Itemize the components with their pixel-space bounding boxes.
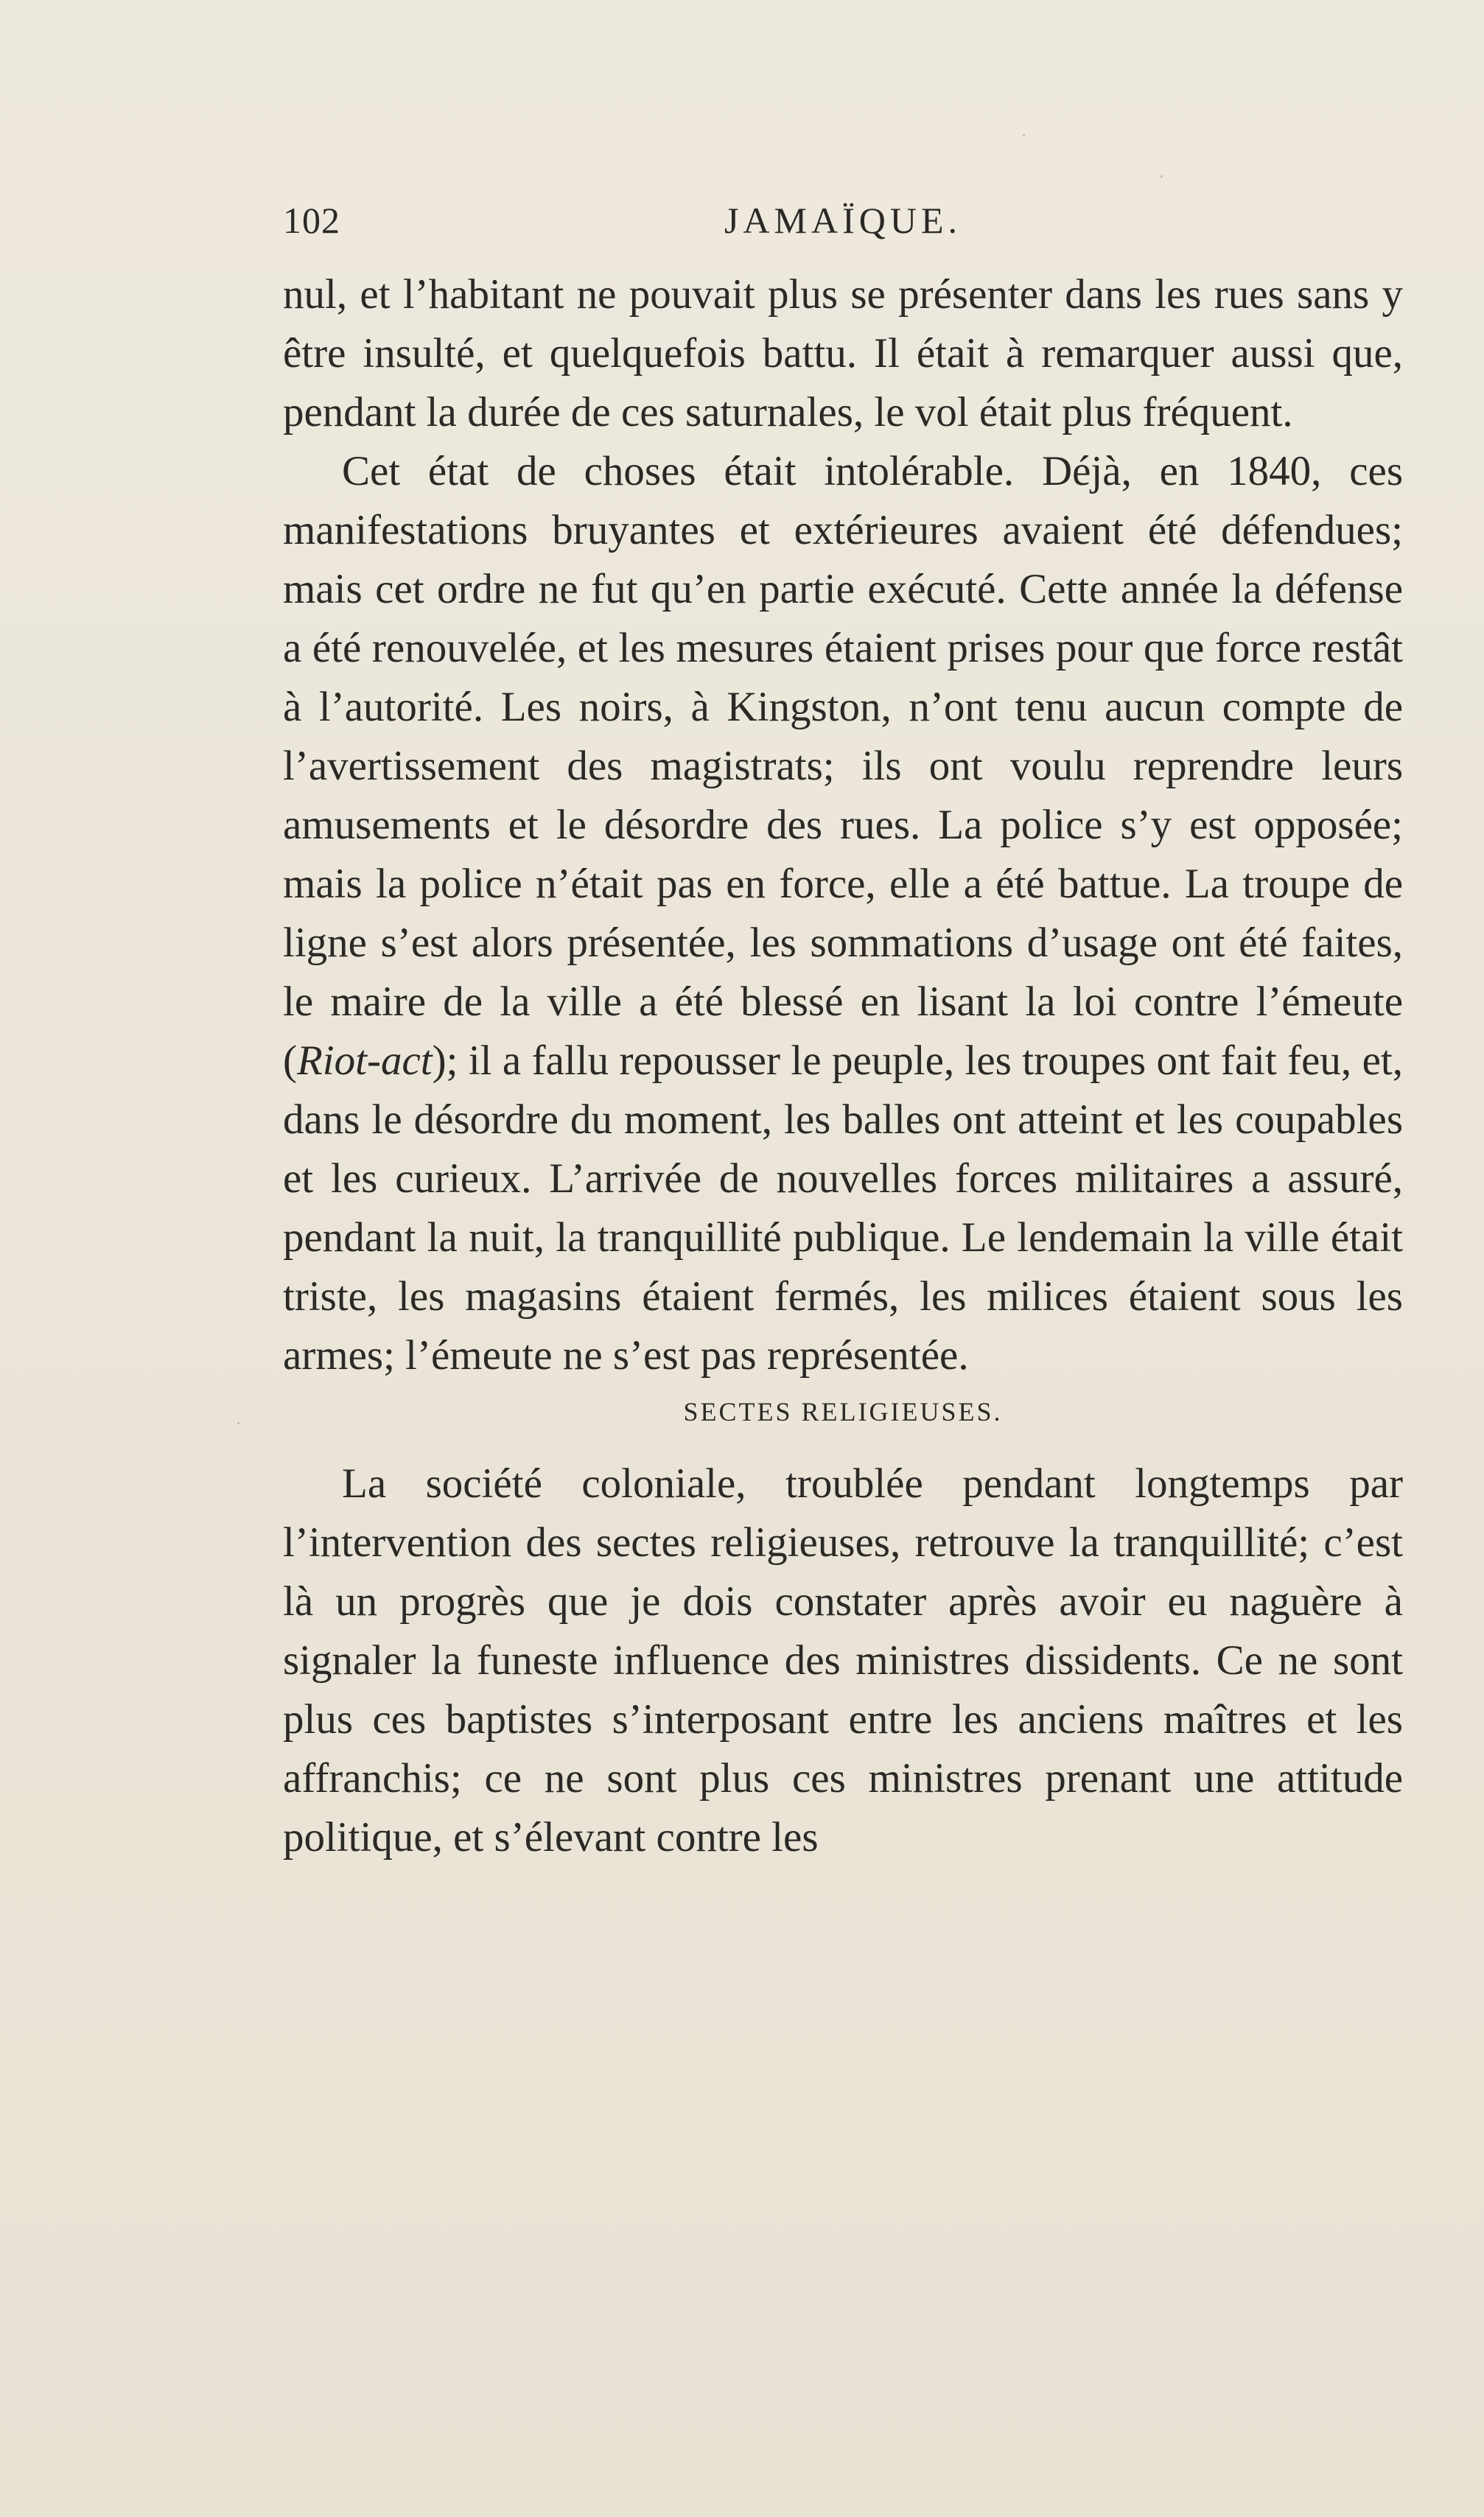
page-number: 102 [283, 200, 340, 241]
paragraph-riot [283, 442, 1403, 1385]
paragraph-riot-text-end: ); il a fallu repousser le peuple, les troupes ont fait feu, et, dans le désordre du moment, les balles ont atteint et les coupables et les curieux. L’arrivée de nouvelles forces militaires a assuré, pendant la nuit, la tranquillité publique. Le lendemain la ville était triste, les magasins étaient fermés, les milices étaient sous les armes; l’émeute ne s’est pas représentée. [283, 1037, 1403, 1379]
paragraph-sects: La société coloniale, troublée pendant longtemps par l’intervention des sectes religieuses, retrouve la tranquillité; c’est là un progrès que je dois constater après avoir eu naguère à signaler la funeste influence des ministres dissidents. Ce ne sont plus ces baptistes s’interposant entre les anciens maîtres et les affranchis; ce ne sont plus ces ministres prenant une attitude politique, et s’élevant contre les [283, 1460, 1403, 1860]
running-title: JAMAÏQUE. [724, 200, 962, 241]
paragraph-riot-text-start: Cet état de choses était intolérable. Déjà, en 1840, ces manifestations bruyantes et extérieures avaient été défendues; mais cet ordre ne fut qu’en partie exécuté. Cette année la défense a été renouvelée, et les mesures étaient prises pour que force restât à l’autorité. Les noirs, à Kingston, n’ont tenu aucun compte de l’avertissement des magistrats; ils ont voulu reprendre leurs amusements et le désordre des rues. La police s’y est opposée; mais la police n’était pas en force, elle a été battue. La troupe de ligne s’est alors présentée, les sommations d’usage ont été faites, le maire de la ville a été blessé en lisant la loi contre l’émeute ( [283, 448, 1403, 1084]
paper-speck [237, 1422, 239, 1424]
paper-speck [1161, 175, 1163, 178]
body-text [283, 265, 1403, 1867]
paragraph-continuation: nul, et l’habitant ne pouvait plus se présenter dans les rues sans y être insulté, et quelquefois battu. Il était à remarquer aussi que, pendant la durée de ces saturnales, le vol était plus fréquent. [283, 271, 1403, 435]
paper-speck [1023, 134, 1025, 136]
section-heading: SECTES RELIGIEUSES. [683, 1397, 1003, 1426]
riot-act-term: Riot-act [296, 1037, 433, 1084]
page-header [283, 199, 1403, 251]
